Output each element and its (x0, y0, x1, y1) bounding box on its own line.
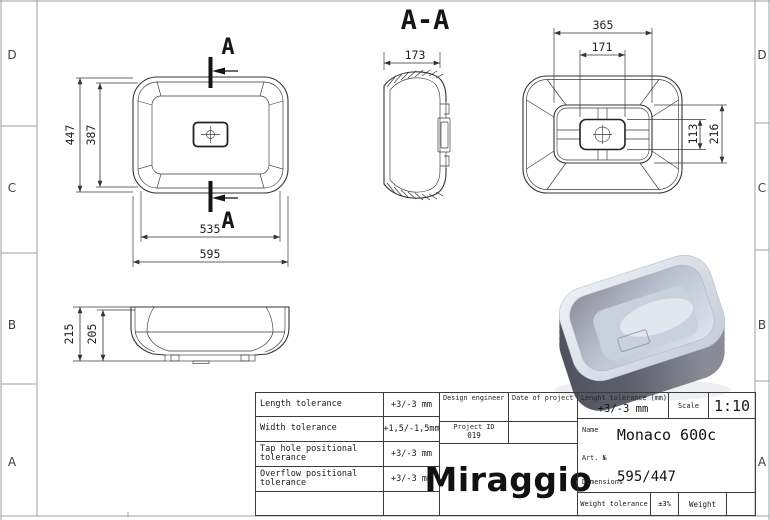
dim-bottom-recess-height: 216 (707, 123, 721, 145)
miraggio-logo: Miraggio (439, 443, 578, 516)
section-view-title: A-A (400, 5, 450, 36)
weight-tolerance-value-cell: ±3% (650, 492, 679, 516)
drain-symbol (194, 123, 228, 147)
tolerance-row-label: Overflow positional tolerance (255, 466, 384, 492)
dim-bottom-drain-height: 113 (686, 123, 700, 145)
art-no-label: Art. № (582, 454, 607, 462)
name-label: Name (582, 426, 599, 434)
date-of-project-cell (508, 392, 578, 422)
front-view (62, 307, 289, 364)
dimensions-value: 595/447 (616, 469, 676, 485)
product-name: Monaco 600c (616, 426, 717, 444)
tolerance-row-value: +3/-3 mm (383, 441, 440, 467)
project-date-empty-cell (508, 421, 578, 444)
row-label-right-d: D (757, 48, 767, 62)
row-label-left-a: A (7, 455, 17, 469)
row-label-left-b: B (7, 318, 17, 332)
length-tolerance-value: +3/-3 mm (597, 403, 649, 415)
scale-value-cell: 1:10 (708, 392, 756, 419)
bottom-view (523, 18, 727, 193)
row-label-right-a: A (757, 455, 767, 469)
dim-top-inner-height: 387 (84, 124, 98, 146)
length-tolerance-cell (577, 392, 669, 419)
dim-top-outer-height: 447 (63, 124, 77, 146)
dim-section-depth: 173 (404, 48, 426, 62)
drain-boss (580, 120, 625, 150)
tolerance-row-value: +3/-3 mm (383, 466, 440, 492)
dim-front-body-height: 205 (85, 323, 99, 345)
weight-label-cell: Weight (678, 492, 727, 516)
design-engineer-cell (439, 392, 509, 422)
dim-top-outer-width: 595 (199, 247, 221, 261)
date-of-project-label: Date of project (512, 394, 574, 402)
tolerance-row-value: +3/-3 mm (383, 392, 440, 417)
project-id-cell (439, 421, 509, 444)
row-label-right-c: C (757, 181, 767, 195)
section-letter-top: A (221, 35, 235, 60)
row-label-left-d: D (7, 48, 17, 62)
tolerance-row-label: Length tolerance (255, 392, 384, 417)
tolerance-row-value: +1,5/-1,5mm (383, 416, 440, 442)
design-engineer-label: Design engineer (443, 394, 505, 402)
section-view (384, 5, 450, 200)
product-info-cell (577, 418, 756, 493)
dimensions-label: Dimensions (582, 478, 623, 486)
project-id-label: Project ID (453, 423, 495, 431)
tolerance-row-empty (255, 491, 384, 516)
weight-tolerance-label-cell: Weight tolerance (577, 492, 651, 516)
scale-label-cell: Scale (668, 392, 709, 419)
section-letter-bottom: A (221, 209, 235, 234)
dim-front-total-height: 215 (62, 323, 76, 345)
dim-bottom-drain-width: 171 (591, 40, 613, 54)
length-tolerance-label: Lenght tolerance (mm) (581, 394, 667, 402)
tolerance-row-label: Tap hole positional tolerance (255, 441, 384, 467)
weight-value-empty-cell (726, 492, 756, 516)
project-id-value: 019 (467, 431, 481, 440)
base-plate (165, 355, 255, 364)
row-label-right-b: B (757, 318, 767, 332)
dim-top-inner-width: 535 (199, 222, 221, 236)
tolerance-row-label: Width tolerance (255, 416, 384, 442)
row-label-left-c: C (7, 181, 17, 195)
top-view (63, 35, 288, 267)
dim-bottom-recess-width: 365 (592, 18, 614, 32)
